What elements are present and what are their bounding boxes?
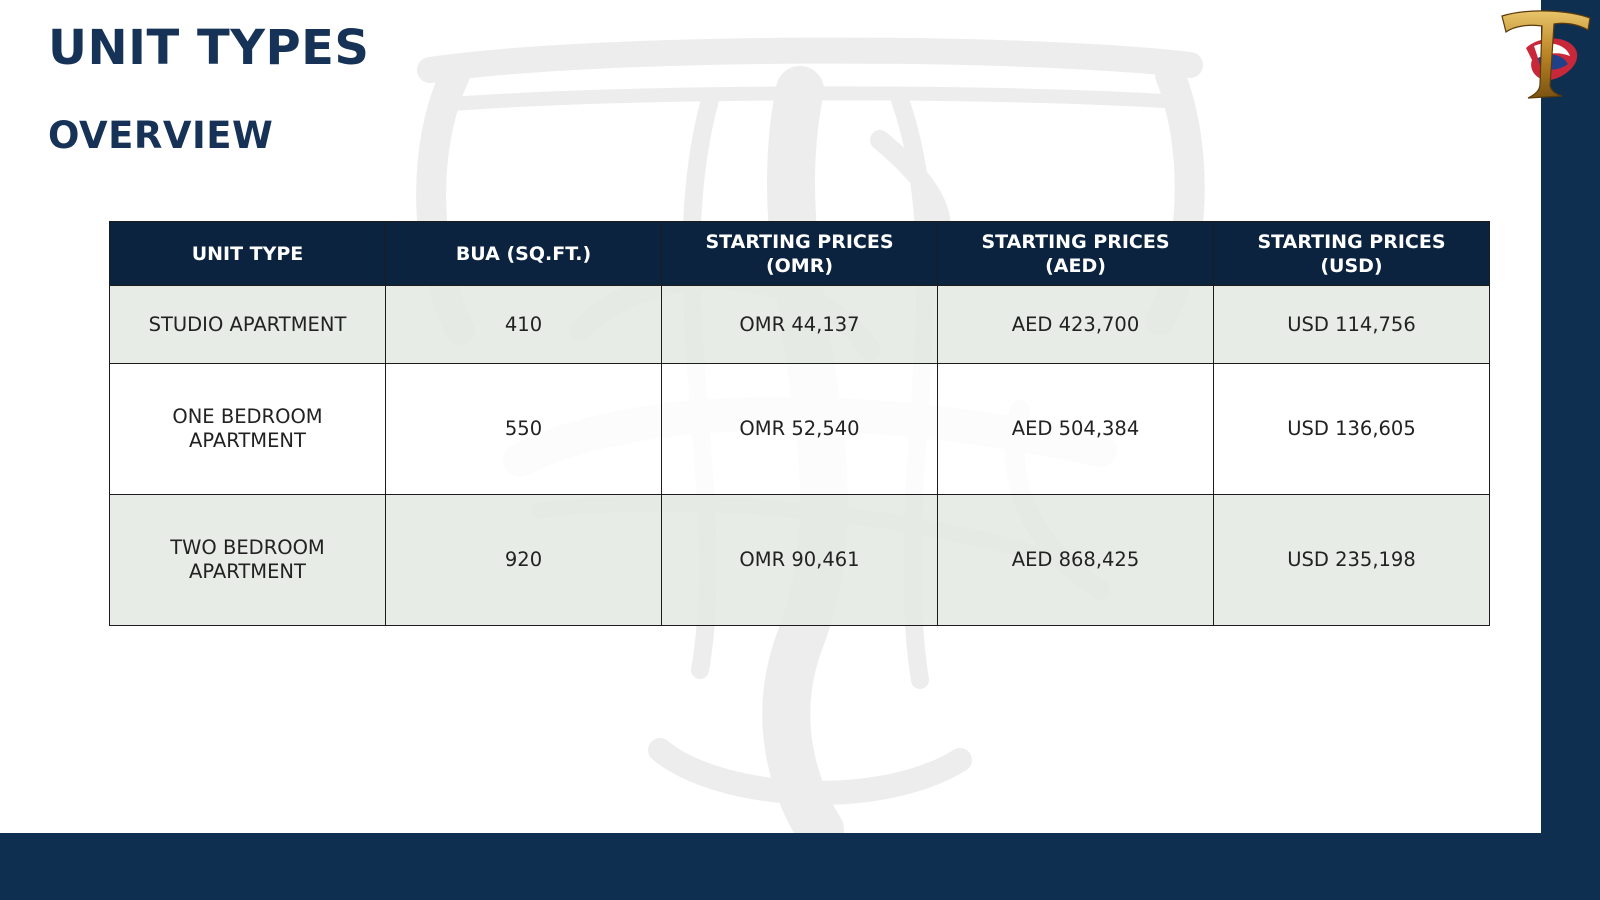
- right-accent-bar: [1541, 0, 1600, 900]
- header-price-omr: [662, 222, 938, 286]
- cell-price-usd-text: USD 235,198: [1287, 548, 1416, 571]
- header-unit-type: [110, 222, 386, 286]
- cell-price-omr-text: OMR 52,540: [739, 417, 860, 440]
- cell-price-omr: [662, 364, 938, 495]
- cell-bua-text: 920: [504, 548, 543, 571]
- cell-price-usd: [1214, 286, 1490, 364]
- cell-bua: [386, 495, 662, 626]
- cell-price-omr: [662, 495, 938, 626]
- cell-price-aed: [938, 286, 1214, 364]
- page-title: UNIT TYPES: [48, 20, 370, 76]
- cell-unit-type-text: STUDIO APARTMENT: [148, 312, 347, 336]
- unit-types-table: [109, 221, 1490, 626]
- cell-price-omr-text: OMR 44,137: [739, 312, 860, 336]
- header-price-aed-label: STARTING PRICES (AED): [981, 230, 1170, 277]
- header-price-usd-label: STARTING PRICES (USD): [1257, 230, 1446, 277]
- cell-price-usd-text: USD 114,756: [1287, 312, 1416, 336]
- t-monogram-logo-icon: [1498, 6, 1594, 102]
- cell-unit-type-text: TWO BEDROOM APARTMENT: [170, 536, 325, 583]
- cell-price-aed: [938, 364, 1214, 495]
- bottom-accent-bar: [0, 833, 1600, 900]
- cell-unit-type: [110, 286, 386, 364]
- header-unit-type-label: UNIT TYPE: [191, 242, 304, 265]
- header-price-aed: [938, 222, 1214, 286]
- page-subtitle: OVERVIEW: [48, 114, 274, 157]
- table-row: [110, 286, 1490, 364]
- table-row: [110, 364, 1490, 495]
- cell-bua: [386, 286, 662, 364]
- cell-price-aed: [938, 495, 1214, 626]
- table-header-row: [110, 222, 1490, 286]
- cell-unit-type-text: ONE BEDROOM APARTMENT: [172, 405, 323, 452]
- table-row: [110, 495, 1490, 626]
- cell-bua: [386, 364, 662, 495]
- cell-bua-text: 550: [504, 417, 543, 440]
- header-price-omr-label: STARTING PRICES (OMR): [705, 230, 894, 277]
- cell-price-usd: [1214, 495, 1490, 626]
- cell-price-omr-text: OMR 90,461: [739, 548, 860, 571]
- cell-unit-type: [110, 495, 386, 626]
- header-price-usd: [1214, 222, 1490, 286]
- cell-price-aed-text: AED 868,425: [1011, 548, 1140, 571]
- cell-price-aed-text: AED 504,384: [1011, 417, 1140, 440]
- cell-price-usd-text: USD 136,605: [1287, 417, 1416, 440]
- cell-price-omr: [662, 286, 938, 364]
- cell-bua-text: 410: [504, 312, 543, 336]
- cell-price-usd: [1214, 364, 1490, 495]
- header-bua-label: BUA (SQ.FT.): [455, 242, 592, 265]
- header-bua: [386, 222, 662, 286]
- cell-unit-type: [110, 364, 386, 495]
- cell-price-aed-text: AED 423,700: [1011, 312, 1140, 336]
